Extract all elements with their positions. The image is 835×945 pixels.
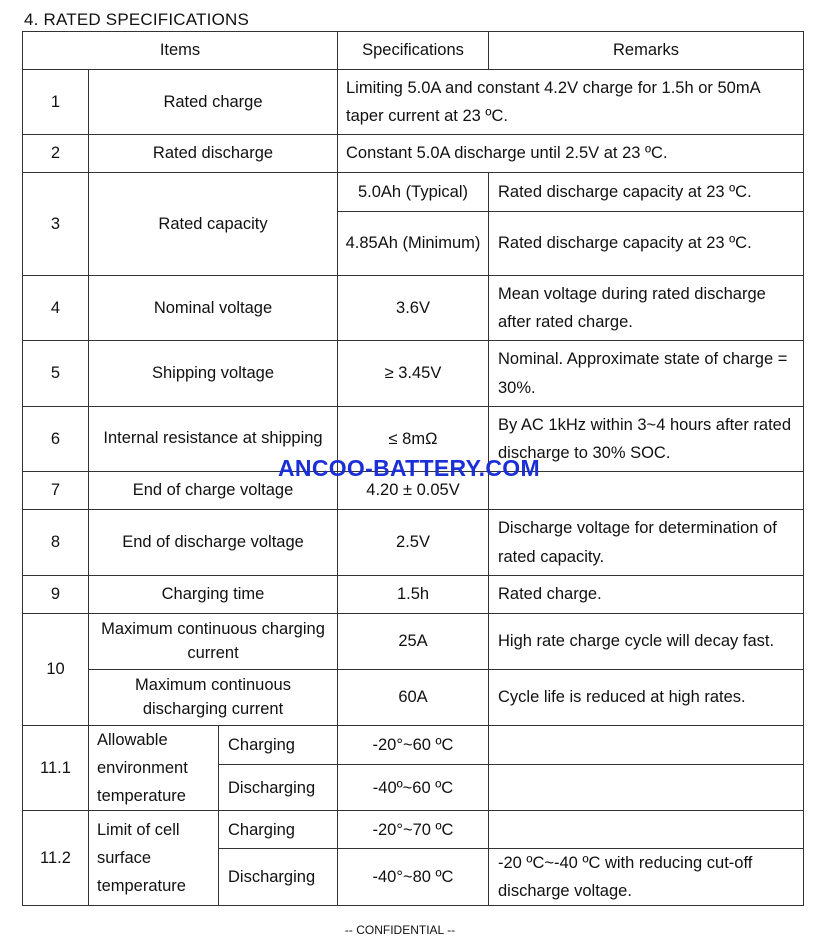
table-row <box>23 70 804 135</box>
table-row <box>23 811 804 849</box>
confidential-footer: -- CONFIDENTIAL -- <box>344 923 456 937</box>
table-row <box>23 670 804 726</box>
row-specification: Limiting 5.0A and constant 4.2V charge for 1.5h or 50mA taper current at 23 ºC. <box>338 70 804 135</box>
row-specification: -40°~80 ºC <box>338 849 489 906</box>
table-header-row <box>23 32 804 70</box>
row-specification: 4.20 ± 0.05V <box>338 472 489 510</box>
table-row <box>23 576 804 614</box>
watermark-text: ANCOO-BATTERY.COM <box>278 455 540 481</box>
row-remark: Rated discharge capacity at 23 ºC. <box>489 212 804 276</box>
table-row <box>23 614 804 670</box>
row-specification: 2.5V <box>338 510 489 576</box>
row-remark: Rated charge. <box>489 576 804 614</box>
row-item: Maximum continuous charging current <box>89 614 338 670</box>
row-specification: ≤ 8mΩ <box>338 407 489 472</box>
row-subitem: Charging <box>219 726 338 765</box>
row-item: Nominal voltage <box>89 276 338 341</box>
row-number: 2 <box>23 135 89 173</box>
row-remark <box>489 765 804 811</box>
row-specification: 25A <box>338 614 489 670</box>
row-item: Charging time <box>89 576 338 614</box>
row-item: Rated charge <box>89 70 338 135</box>
row-number: 6 <box>23 407 89 472</box>
row-specification: 1.5h <box>338 576 489 614</box>
table-row <box>23 510 804 576</box>
row-number: 9 <box>23 576 89 614</box>
row-item: Maximum continuous discharging current <box>89 670 338 726</box>
row-subitem: Discharging <box>219 765 338 811</box>
table-row <box>23 341 804 407</box>
row-item: Rated capacity <box>89 173 338 276</box>
row-specification: -40º~60 ºC <box>338 765 489 811</box>
row-number: 4 <box>23 276 89 341</box>
row-item: Shipping voltage <box>89 341 338 407</box>
table-row <box>23 726 804 765</box>
row-remark <box>489 726 804 765</box>
row-item: Rated discharge <box>89 135 338 173</box>
row-item: Internal resistance at shipping <box>89 407 338 472</box>
row-number: 10 <box>23 614 89 726</box>
row-specification: -20°~60 ºC <box>338 726 489 765</box>
row-item: End of charge voltage <box>89 472 338 510</box>
row-subitem: Discharging <box>219 849 338 906</box>
row-specification: 5.0Ah (Typical) <box>338 173 489 212</box>
row-item: Allowable environment temperature <box>89 726 219 811</box>
row-remark: Nominal. Approximate state of charge = 30%. <box>489 341 804 407</box>
table-row <box>23 135 804 173</box>
table-row <box>23 173 804 212</box>
row-remark: Cycle life is reduced at high rates. <box>489 670 804 726</box>
row-item: End of discharge voltage <box>89 510 338 576</box>
table-row <box>23 276 804 341</box>
row-specification: 4.85Ah (Minimum) <box>338 212 489 276</box>
row-remark: Mean voltage during rated discharge after rated charge. <box>489 276 804 341</box>
row-number: 3 <box>23 173 89 276</box>
section-title: 4. RATED SPECIFICATIONS <box>24 10 250 29</box>
header-items: Items <box>23 32 338 70</box>
row-number: 8 <box>23 510 89 576</box>
row-remark: Rated discharge capacity at 23 ºC. <box>489 173 804 212</box>
row-item: Limit of cell surface temperature <box>89 811 219 906</box>
row-specification: Constant 5.0A discharge until 2.5V at 23 ºC. <box>338 135 804 173</box>
row-number: 7 <box>23 472 89 510</box>
row-remark <box>489 811 804 849</box>
row-number: 11.2 <box>23 811 89 906</box>
row-specification: -20°~70 ºC <box>338 811 489 849</box>
row-remark: -20 ºC~-40 ºC with reducing cut-off discharge voltage. <box>489 849 804 906</box>
row-number: 11.1 <box>23 726 89 811</box>
row-remark: By AC 1kHz within 3~4 hours after rated discharge to 30% SOC. <box>489 407 804 472</box>
row-number: 5 <box>23 341 89 407</box>
row-specification: ≥ 3.45V <box>338 341 489 407</box>
row-remark: High rate charge cycle will decay fast. <box>489 614 804 670</box>
row-subitem: Charging <box>219 811 338 849</box>
header-specifications: Specifications <box>338 32 489 70</box>
row-number: 1 <box>23 70 89 135</box>
row-remark: Discharge voltage for determination of rated capacity. <box>489 510 804 576</box>
header-remarks: Remarks <box>489 32 804 70</box>
row-specification: 3.6V <box>338 276 489 341</box>
row-specification: 60A <box>338 670 489 726</box>
